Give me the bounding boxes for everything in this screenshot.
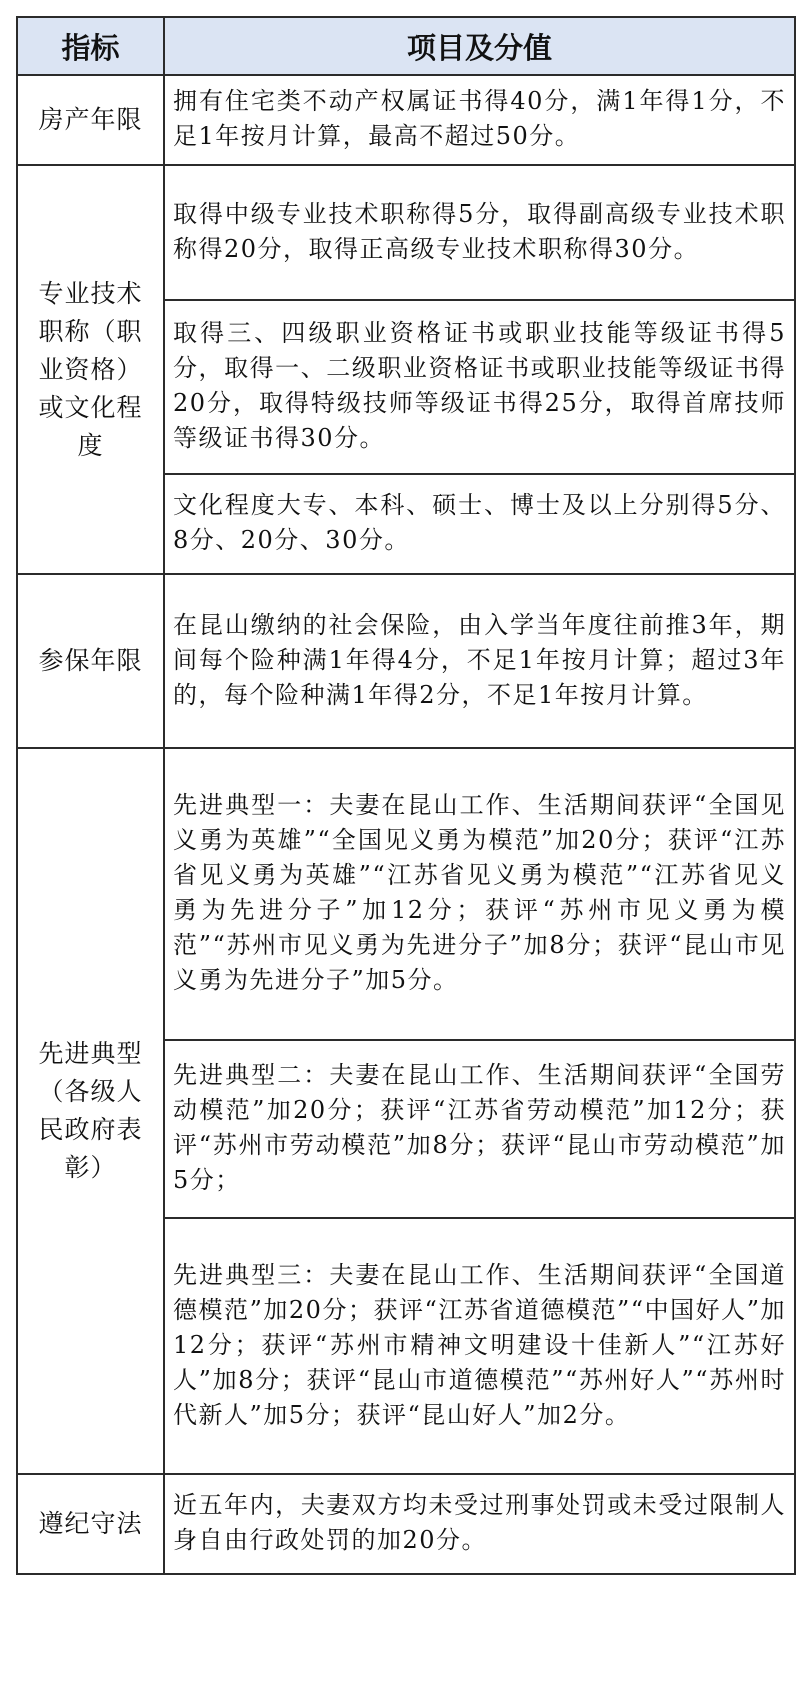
item-cell: 先进典型一：夫妻在昆山工作、生活期间获评“全国见义勇为英雄”“全国见义勇为模范”加20分；获评“江苏省见义勇为英雄”“江苏省见义勇为模范”“江苏省见义勇为先进分子”加12分；获评“苏州市见义勇为模范”“苏州市见义勇为先进分子”加8分；获评“昆山市见义勇为先进分子”加5分。 [164,748,795,1040]
scoring-table [16,16,796,1575]
table-row [17,1474,795,1574]
indicator-insurance-years: 参保年限 [17,574,164,748]
table-row [17,748,795,1040]
header-indicator: 指标 [17,17,164,75]
item-cell: 近五年内，夫妻双方均未受过刑事处罚或未受过限制人身自由行政处罚的加20分。 [164,1474,795,1574]
item-cell: 先进典型二：夫妻在昆山工作、生活期间获评“全国劳动模范”加20分；获评“江苏省劳动模范”加12分；获评“苏州市劳动模范”加8分；获评“昆山市劳动模范”加5分； [164,1040,795,1218]
indicator-advanced-models: 先进典型（各级人民政府表彰） [17,748,164,1474]
item-cell: 取得三、四级职业资格证书或职业技能等级证书得5分，取得一、二级职业资格证书或职业技能等级证书得20分，取得特级技师等级证书得25分，取得首席技师等级证书得30分。 [164,300,795,474]
indicator-professional-title: 专业技术职称（职业资格）或文化程度 [17,165,164,574]
indicator-law-abiding: 遵纪守法 [17,1474,164,1574]
item-cell: 取得中级专业技术职称得5分，取得副高级专业技术职称得20分，取得正高级专业技术职称得30分。 [164,165,795,300]
table-row [17,165,795,300]
header-row [17,17,795,75]
item-cell: 在昆山缴纳的社会保险，由入学当年度往前推3年，期间每个险种满1年得4分，不足1年按月计算；超过3年的，每个险种满1年得2分，不足1年按月计算。 [164,574,795,748]
header-items-and-scores: 项目及分值 [164,17,795,75]
table-row [17,574,795,748]
item-cell: 文化程度大专、本科、硕士、博士及以上分别得5分、8分、20分、30分。 [164,474,795,574]
item-cell: 先进典型三：夫妻在昆山工作、生活期间获评“全国道德模范”加20分；获评“江苏省道德模范”“中国好人”加12分；获评“苏州市精神文明建设十佳新人”“江苏好人”加8分；获评“昆山市道德模范”“苏州好人”“苏州时代新人”加5分；获评“昆山好人”加2分。 [164,1218,795,1474]
indicator-property-years: 房产年限 [17,75,164,165]
item-cell: 拥有住宅类不动产权属证书得40分，满1年得1分，不足1年按月计算，最高不超过50分。 [164,75,795,165]
table-row [17,75,795,165]
